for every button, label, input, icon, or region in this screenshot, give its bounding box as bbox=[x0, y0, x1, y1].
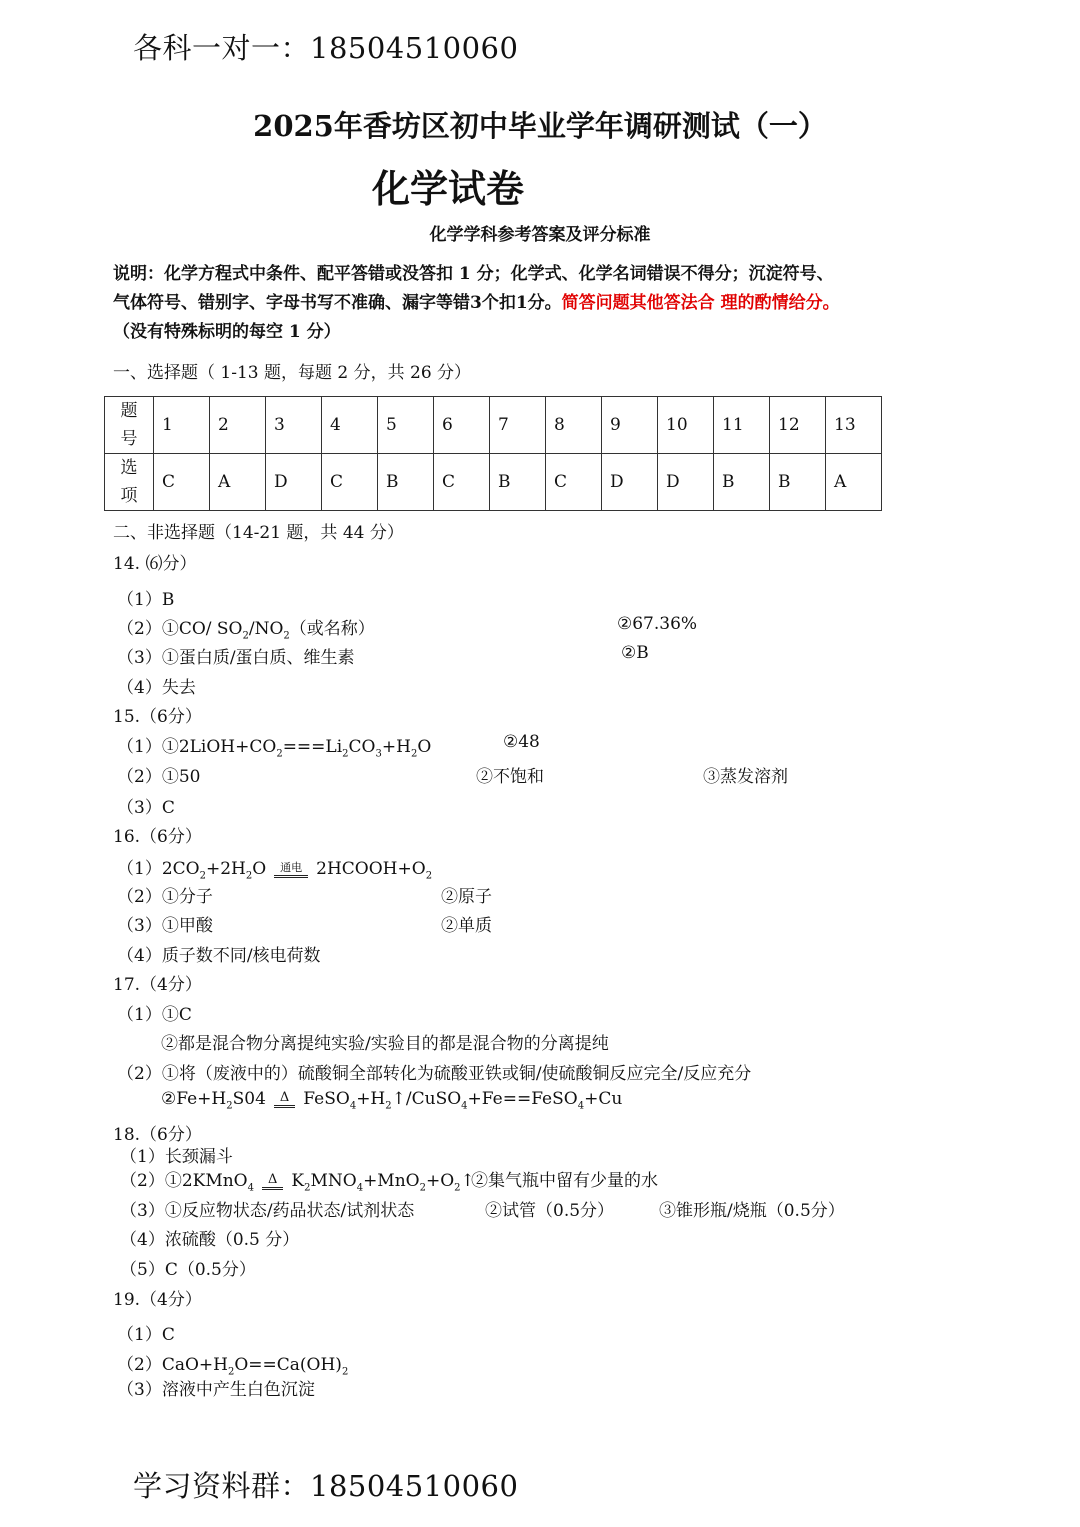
note-line-2 bbox=[113, 288, 840, 313]
q15-line-2c: ③蒸发溶剂 bbox=[703, 767, 788, 787]
table-cell: 2 bbox=[210, 397, 266, 454]
q14-line-3b: ②B bbox=[621, 643, 649, 663]
q14-line-2: （2）①CO/ $SO_2/NO_2$（或名称） bbox=[117, 619, 375, 642]
q19-line-1: （1）C bbox=[117, 1325, 175, 1345]
table-cell: B bbox=[714, 454, 770, 511]
q16-line-3: （3）①甲酸 bbox=[117, 916, 213, 936]
table-label-number: 题 号 bbox=[105, 397, 154, 454]
q16-line-2: （2）①分子 bbox=[117, 887, 213, 907]
answer-table bbox=[104, 396, 882, 511]
note-line-2-red: 简答问题其他答法合 理的酌情给分。 bbox=[561, 293, 840, 313]
note-line-2-text: 气体符号、错别字、字母书写不准确、漏字等错3个扣1分。 bbox=[113, 293, 562, 313]
q15-line-1b: ②48 bbox=[503, 732, 540, 752]
q18-line-3c: ③锥形瓶/烧瓶（0.5分） bbox=[659, 1201, 845, 1221]
q17-line-2: ②都是混合物分离提纯实验/实验目的都是混合物的分离提纯 bbox=[161, 1034, 609, 1054]
table-cell: 7 bbox=[490, 397, 546, 454]
reaction-condition: Δ bbox=[262, 1173, 283, 1190]
q19-heading: 19.（4分） bbox=[113, 1290, 202, 1310]
table-cell: 12 bbox=[770, 397, 826, 454]
table-cell: B bbox=[490, 454, 546, 511]
section-2-heading: 二、非选择题（14-21 题，共 44 分） bbox=[113, 523, 404, 543]
q16-heading: 16.（6分） bbox=[113, 827, 202, 847]
table-cell: 5 bbox=[378, 397, 434, 454]
exam-title: 2025年香坊区初中毕业学年调研测试（一） bbox=[253, 109, 827, 143]
section-1-heading: 一、选择题（ 1-13 题，每题 2 分，共 26 分） bbox=[113, 363, 472, 383]
table-cell: C bbox=[546, 454, 602, 511]
table-cell: C bbox=[434, 454, 490, 511]
table-cell: C bbox=[154, 454, 210, 511]
q16-line-4: （4）质子数不同/核电荷数 bbox=[117, 946, 321, 966]
q17-line-1: （1）①C bbox=[117, 1005, 192, 1025]
table-cell: 13 bbox=[826, 397, 882, 454]
table-cell: 8 bbox=[546, 397, 602, 454]
q14-heading: 14. ⑹分） bbox=[113, 554, 197, 574]
table-cell: B bbox=[770, 454, 826, 511]
q18-line-2: （2）①2KMnO$_4$Δ $K_2MNO_4+MnO_2+O_2↑$ bbox=[120, 1171, 475, 1194]
reaction-condition: Δ bbox=[274, 1091, 295, 1108]
footer-contact: 学习资料群：18504510060 bbox=[133, 1469, 519, 1503]
q15-line-1: $(1)①2LiOH+CO_2===Li_2CO_3+H_2O$ bbox=[117, 737, 432, 760]
table-row-answers bbox=[105, 454, 882, 511]
q18-heading: 18.（6分） bbox=[113, 1125, 202, 1145]
q18-line-5: （5）C（0.5分） bbox=[120, 1260, 256, 1280]
q18-line-4: （4）浓硫酸（0.5 分） bbox=[120, 1230, 300, 1250]
table-cell: B bbox=[378, 454, 434, 511]
q15-line-3: （3）C bbox=[117, 798, 175, 818]
q18-line-2b: ②集气瓶中留有少量的水 bbox=[471, 1171, 658, 1191]
q18-line-3: （3）①反应物状态/药品状态/试剂状态 bbox=[120, 1201, 415, 1221]
q14-line-1: （1）B bbox=[117, 590, 175, 610]
table-cell: A bbox=[826, 454, 882, 511]
q15-heading: 15.（6分） bbox=[113, 707, 202, 727]
reaction-condition: 通电 bbox=[274, 861, 308, 878]
table-cell: A bbox=[210, 454, 266, 511]
table-cell: D bbox=[266, 454, 322, 511]
table-cell: 1 bbox=[154, 397, 210, 454]
q16-line-2b: ②原子 bbox=[441, 887, 492, 907]
q16-line-3b: ②单质 bbox=[441, 916, 492, 936]
exam-subtitle: 化学试卷 bbox=[372, 166, 525, 211]
table-cell: D bbox=[658, 454, 714, 511]
q15-line-2b: ②不饱和 bbox=[476, 767, 544, 787]
table-label-answer: 选 项 bbox=[105, 454, 154, 511]
note-line-1: 说明：化学方程式中条件、配平答错或没答扣 1 分；化学式、化学名词错误不得分；沉淀符号、 bbox=[113, 264, 834, 284]
q18-line-3b: ②试管（0.5分） bbox=[485, 1201, 615, 1221]
table-row-numbers bbox=[105, 397, 882, 454]
table-cell: 11 bbox=[714, 397, 770, 454]
q18-line-1: （1）长颈漏斗 bbox=[120, 1147, 233, 1167]
note-line-3: （没有特殊标明的每空 1 分） bbox=[113, 322, 341, 342]
q19-line-2: $(2)CaO+H_2O==Ca(OH)_2$ bbox=[117, 1355, 349, 1378]
q16-line-1: $(1)2CO_2+2H_2O$ 通电 $2HCOOH+O_2$ bbox=[117, 859, 433, 882]
table-cell: D bbox=[602, 454, 658, 511]
table-cell: 6 bbox=[434, 397, 490, 454]
q15-line-2: （2）①50 bbox=[117, 767, 201, 787]
q14-line-2b: ②67.36% bbox=[617, 614, 698, 634]
q17-line-3: （2）①将（废液中的）硫酸铜全部转化为硫酸亚铁或铜/使硫酸铜反应完全/反应充分 bbox=[117, 1064, 752, 1084]
q14-line-4: （4）失去 bbox=[117, 678, 196, 698]
table-cell: C bbox=[322, 454, 378, 511]
table-cell: 3 bbox=[266, 397, 322, 454]
table-cell: 4 bbox=[322, 397, 378, 454]
table-cell: 10 bbox=[658, 397, 714, 454]
answer-standard-heading: 化学学科参考答案及评分标准 bbox=[429, 225, 651, 245]
header-contact: 各科一对一：18504510060 bbox=[133, 31, 519, 65]
q17-heading: 17.（4分） bbox=[113, 975, 202, 995]
table-cell: 9 bbox=[602, 397, 658, 454]
q14-line-3: （3）①蛋白质/蛋白质、维生素 bbox=[117, 648, 355, 668]
q17-line-4: $②Fe+H_2S04$ Δ $FeSO_4+H_2↑/CuSO_4+Fe==FeSO_4+Cu$ bbox=[161, 1089, 623, 1112]
q19-line-3: （3）溶液中产生白色沉淀 bbox=[117, 1380, 315, 1400]
